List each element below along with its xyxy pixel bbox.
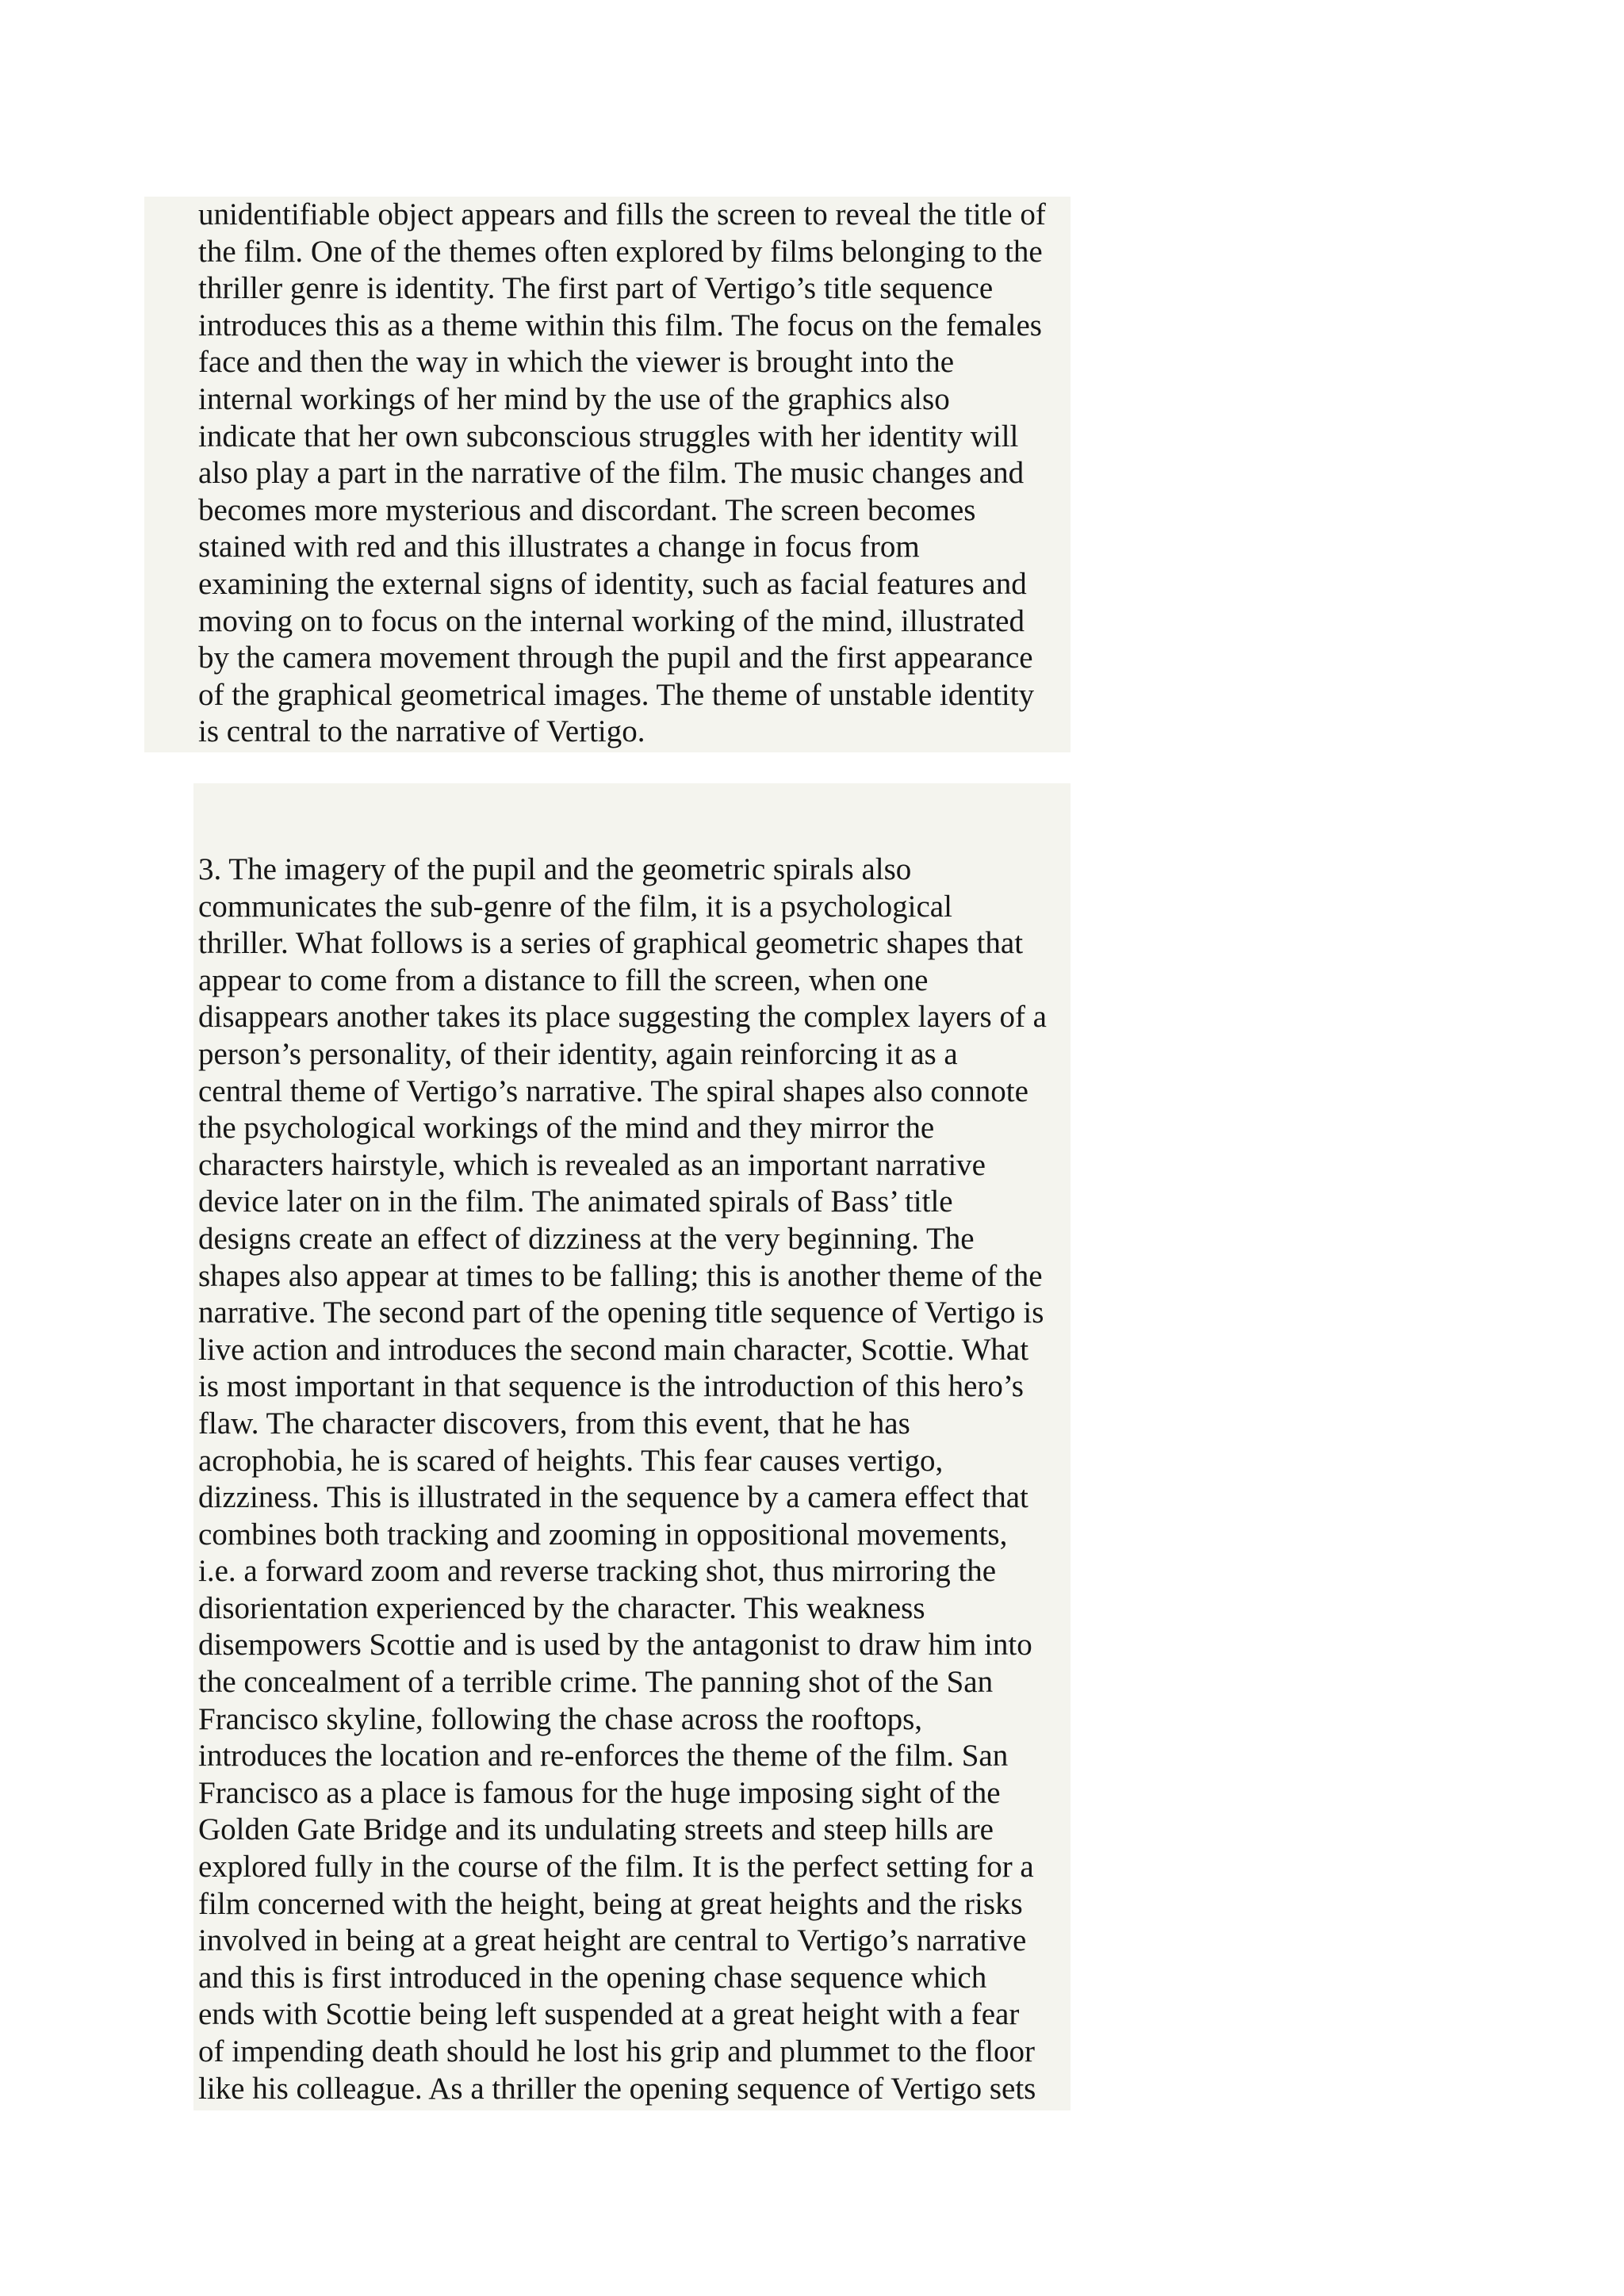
text-line: thriller genre is identity. The first part of Vertigo’s title sequence — [198, 271, 994, 306]
text-line: unidentifiable object appears and fills the screen to reveal the title of — [198, 197, 1046, 232]
text-line: and this is first introduced in the opening chase sequence which — [198, 1960, 987, 1995]
text-line: communicates the sub-genre of the film, it is a psychological — [198, 889, 952, 924]
text-line: 3. The imagery of the pupil and the geometric spirals also — [198, 852, 912, 886]
text-line: designs create an effect of dizziness at the very beginning. The — [198, 1221, 975, 1256]
text-line: characters hairstyle, which is revealed as an important narrative — [198, 1147, 986, 1182]
text-line: i.e. a forward zoom and reverse tracking shot, thus mirroring the — [198, 1554, 997, 1589]
text-line: also play a part in the narrative of the film. The music changes and — [198, 456, 1025, 491]
text-line: explored fully in the course of the film. It is the perfect setting for a — [198, 1850, 1034, 1885]
text-line: like his colleague. As a thriller the opening sequence of Vertigo sets — [198, 2071, 1036, 2106]
text-line: the concealment of a terrible crime. The panning shot of the San — [198, 1665, 994, 1700]
paragraph-2 — [198, 851, 1047, 2107]
text-line: of impending death should he lost his grip and plummet to the floor — [198, 2034, 1036, 2068]
text-line: examining the external signs of identity, such as facial features and — [198, 566, 1027, 601]
text-line: combines both tracking and zooming in oppositional movements, — [198, 1517, 1008, 1552]
text-line: person’s personality, of their identity, again reinforcing it as a — [198, 1036, 958, 1071]
text-line: appear to come from a distance to fill the screen, when one — [198, 962, 929, 997]
text-line: involved in being at a great height are central to Vertigo’s narrative — [198, 1923, 1027, 1958]
text-line: flaw. The character discovers, from this event, that he has — [198, 1406, 910, 1441]
text-line: ends with Scottie being left suspended at a great height with a fear — [198, 1997, 1020, 2032]
text-line: Francisco skyline, following the chase across the rooftops, — [198, 1701, 923, 1736]
text-line: Francisco as a place is famous for the huge imposing sight of the — [198, 1775, 1001, 1810]
text-line: disempowers Scottie and is used by the antagonist to draw him into — [198, 1628, 1032, 1663]
text-line: narrative. The second part of the opening title sequence of Vertigo is — [198, 1295, 1044, 1330]
text-line: the film. One of the themes often explored by films belonging to the — [198, 234, 1043, 269]
text-line: internal workings of her mind by the use of the graphics also — [198, 381, 950, 416]
text-line: stained with red and this illustrates a change in focus from — [198, 530, 920, 564]
text-line: moving on to focus on the internal working of the mind, illustrated — [198, 603, 1025, 638]
text-line: by the camera movement through the pupil and the first appearance — [198, 641, 1033, 675]
text-line: central theme of Vertigo’s narrative. The spiral shapes also connote — [198, 1073, 1028, 1108]
text-line: disorientation experienced by the character. This weakness — [198, 1590, 925, 1625]
text-line: Golden Gate Bridge and its undulating streets and steep hills are — [198, 1812, 994, 1847]
text-line: is most important in that sequence is the introduction of this hero’s — [198, 1369, 1024, 1404]
text-line: disappears another takes its place suggesting the complex layers of a — [198, 1000, 1047, 1035]
text-line: acrophobia, he is scared of heights. This fear causes vertigo, — [198, 1443, 944, 1478]
text-line: film concerned with the height, being at great heights and the risks — [198, 1886, 1023, 1921]
text-line: introduces the location and re-enforces the theme of the film. San — [198, 1739, 1009, 1774]
text-line: live action and introduces the second main character, Scottie. What — [198, 1332, 1029, 1367]
text-line: of the graphical geometrical images. The theme of unstable identity — [198, 677, 1035, 712]
text-line: device later on in the film. The animated spirals of Bass’ title — [198, 1184, 953, 1219]
text-line: is central to the narrative of Vertigo. — [198, 714, 645, 749]
text-line: indicate that her own subconscious struggles with her identity will — [198, 419, 1019, 453]
text-line: shapes also appear at times to be falling; this is another theme of the — [198, 1258, 1043, 1293]
text-line: thriller. What follows is a series of graphical geometric shapes that — [198, 926, 1024, 961]
text-line: introduces this as a theme within this film. The focus on the females — [198, 308, 1042, 342]
text-line: dizziness. This is illustrated in the sequence by a camera effect that — [198, 1480, 1028, 1515]
paragraph-1 — [198, 197, 1046, 751]
text-line: face and then the way in which the viewer is brought into the — [198, 345, 955, 380]
text-line: the psychological workings of the mind and they mirror the — [198, 1111, 935, 1146]
text-line: becomes more mysterious and discordant. The screen becomes — [198, 492, 976, 527]
